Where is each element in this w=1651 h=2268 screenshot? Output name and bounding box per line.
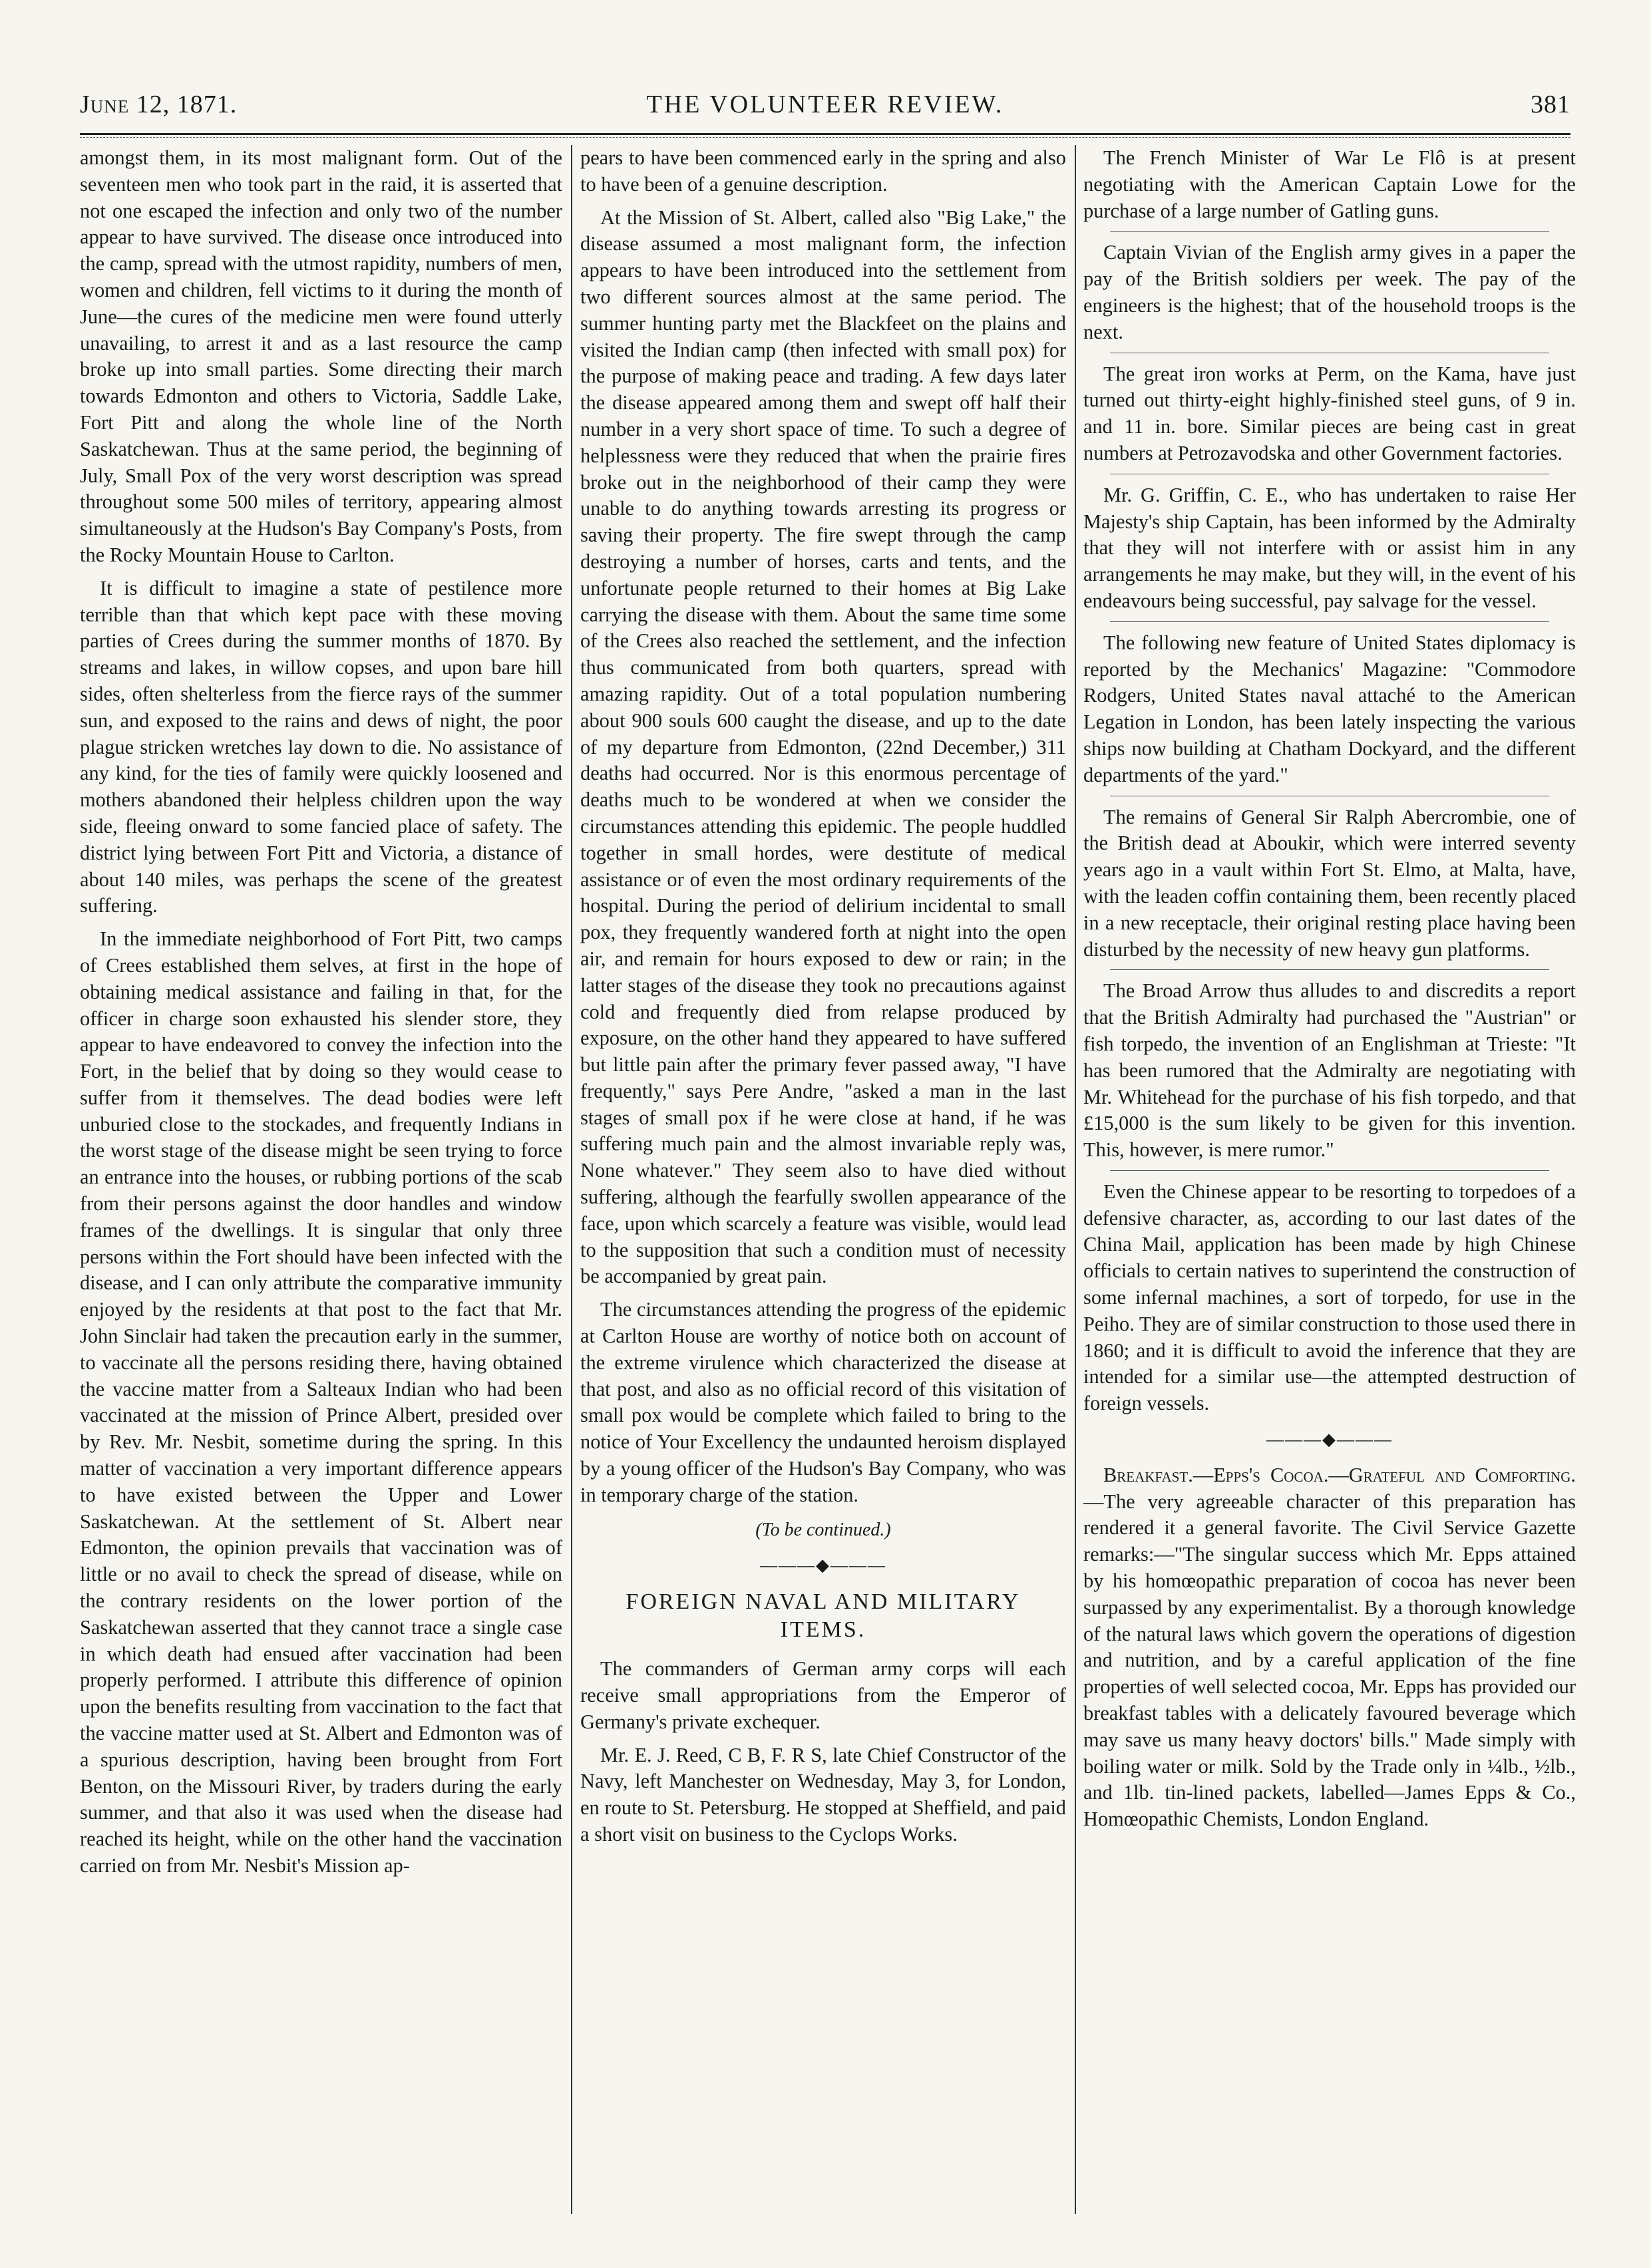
item-rule [1110, 1170, 1549, 1171]
column-divider [571, 145, 572, 2214]
paragraph: pears to have been commenced early in the spring and also to have been of a genuine description. [580, 146, 1066, 196]
news-item: The great iron works at Perm, on the Kama, have just turned out thirty-eight highly-finished steel guns, of 9 in. and 11 in. bore. Similar pieces are being cast in great numbers at Petrozavodska and other Government factories. [1083, 362, 1576, 464]
paragraph: amongst them, in its most malignant form. Out of the seventeen men who took part in the raid, it is asserted that not one escaped the infection and only two of the number appear to have survived. The disease once introduced into the camp, spread with the utmost rapidity, numbers of men, women and children, fell victims to it during the month of June—the cures of the medicine men were found utterly unavailing, to arrest it and as a last resource the camp broke up into small parties. Some directing their march towards Edmonton and others to Victoria, Saddle Lake, Fort Pitt and along the whole line of the North Saskatchewan. Thus at the same period, the beginning of July, Small Pox of the very worst description was spread throughout some 500 miles of territory, appearing almost simultaneously at the Hudson's Bay Company's Posts, from the Rocky Mountain House to Carlton. [80, 146, 562, 566]
header-dashed-rule [80, 137, 1570, 138]
paragraph: Mr. E. J. Reed, C B, F. R S, late Chief Constructor of the Navy, left Manchester on Wednesday, May 3, for London, en route to St. Petersburg. He stopped at Sheffield, and paid a short visit on business to the Cyclops Works. [580, 1743, 1066, 1846]
section-heading: FOREIGN NAVAL AND MILITARY ITEMS. [626, 1589, 1021, 1643]
continued-note: (To be continued.) [755, 1519, 891, 1540]
news-item: The following new feature of United States diplomacy is reported by the Mechanics' Magazine: "Commodore Rodgers, United States naval attaché to the American Legation in London, has been lately inspecting the various ships now building at Chatham Dockyard, and the different departments of the yard." [1083, 631, 1576, 786]
news-item: Mr. G. Griffin, C. E., who has undertaken to raise Her Majesty's ship Captain, has been informed by the Admiralty that they will not interfere with or assist him in any arrangements he may make, but they will, in the event of his endeavours being successful, pay salvage for the vessel. [1083, 483, 1576, 612]
column-3 [1083, 145, 1576, 2214]
advertisement [1083, 1462, 1576, 1833]
advertisement-heading: Breakfast.—Epps's Cocoa.—Grateful and Comforting. [1103, 1463, 1576, 1486]
paragraph: It is difficult to imagine a state of pestilence more terrible than that which kept pace with these moving parties of Crees during the summer months of 1870. By streams and lakes, in willow copses, and upon bare hill sides, often shelterless from the fierce rays of the summer sun, and exposed to the rains and dews of night, the poor plague stricken wretches lay down to die. No assistance of any kind, for the ties of family were quickly loosened and mothers abandoned their helpless children upon the way side, fleeing onward to some fancied place of safety. The district lying between Fort Pitt and Victoria, a distance of about 140 miles, was perhaps the scene of the greatest suffering. [80, 576, 562, 917]
issue-date: June 12, 1871. [80, 90, 238, 118]
paragraph: At the Mission of St. Albert, called also "Big Lake," the disease assumed a most malignant form, the infection appears to have been introduced into the settlement from two different sources almost at the same period. The summer hunting party met the Blackfeet on the plains and visited the Indian camp (then infected with small pox) for the purpose of making peace and trading. A few days later the disease appeared among them and swept off half their number in a very short space of time. To such a degree of helplessness were they reduced that when the prairie fires broke out in the neighborhood of their camp they were unable to do anything towards arresting its progress or saving their property. The fire swept through the camp destroying a number of horses, carts and tents, and the unfortunate people returned to their homes at Big Lake carrying the disease with them. About the same time some of the Crees also reached the settlement, and the infection thus communicated from both quarters, spread with amazing rapidity. Out of a total population numbering about 900 souls 600 caught the disease, and up to the date of my departure from Edmonton, (22nd December,) 311 deaths had occurred. Nor is this enormous percentage of deaths much to be wondered at when we consider the circumstances attending this epidemic. The people huddled together in small hordes, were destitute of medical assistance or of even the most ordinary requirements of the hospital. During the period of delirium incidental to small pox, they frequently wandered forth at night into the open air, and remain for hours exposed to dew or rain; in the latter stages of the disease they took no precautions against cold and frequently died from relapse produced by exposure, on the other hand they appeared to have suffered but little pain after the primary fever passed away, "I have frequently," says Pere Andre, "asked a man in the last stages of small pox if he were close at hand, if he was suffering much pain and the almost invariable reply was, None whatever." They seem also to have died without suffering, although the fearfully swollen appearance of the face, upon which scarcely a feature was visible, would lead to the supposition that such a condition must of necessity be accompanied by great pain. [580, 206, 1066, 1288]
news-item: The remains of General Sir Ralph Abercrombie, one of the British dead at Aboukir, which were interred seventy years ago in a vault within Fort St. Elmo, at Malta, have, with the leaden coffin containing them, been recently placed in a new receptacle, their original resting place having been disturbed by the necessity of new heavy gun platforms. [1083, 805, 1576, 961]
ornament-divider: ———◆——— [1266, 1430, 1393, 1450]
item-rule [1110, 231, 1549, 232]
page-number: 381 [1531, 90, 1570, 118]
column-1 [80, 145, 562, 2214]
ornament-divider: ———◆——— [760, 1555, 886, 1575]
header-rule [80, 133, 1570, 135]
news-item: The Broad Arrow thus alludes to and discredits a report that the British Admiralty had purchased the "Austrian" or fish torpedo, the invention of an Englishman at Trieste: "It has been rumored that the Admiralty are negotiating with Mr. Whitehead for the purchase of his fish torpedo, and that £15,000 is the sum likely to be given for this invention. This, however, is mere rumor." [1083, 979, 1576, 1162]
publication-title: THE VOLUNTEER REVIEW. [646, 90, 1004, 118]
paragraph: The commanders of German army corps will each receive small appropriations from the Emperor of Germany's private exchequer. [580, 1657, 1066, 1733]
column-divider [1075, 145, 1076, 2214]
news-item: Captain Vivian of the English army gives in a paper the pay of the British soldiers per week. The pay of the engineers is the highest; that of the household troops is the next. [1083, 241, 1576, 343]
paragraph: The circumstances attending the progress of the epidemic at Carlton House are worthy of notice both on account of the extreme virulence which characterized the disease at that post, and also as no official record of this visitation of small pox would be complete which failed to bring to the notice of Your Excellency the undaunted heroism displayed by a young officer of the Hudson's Bay Company, who was in temporary charge of the station. [580, 1298, 1066, 1506]
news-item: The French Minister of War Le Flô is at present negotiating with the American Captain Lowe for the purchase of a large number of Gatling guns. [1083, 146, 1576, 222]
item-rule [1110, 969, 1549, 970]
item-rule [1110, 621, 1549, 622]
paragraph: In the immediate neighborhood of Fort Pitt, two camps of Crees established them selves, at first in the hope of obtaining medical assistance and failing in that, for the officer in charge soon exhausted his slender store, they appear to have endeavored to convey the infection into the Fort, in the belief that by doing so they would cease to suffer from it themselves. The dead bodies were left unburied close to the stockades, and frequently Indians in the worst stage of the disease might be seen trying to force an entrance into the houses, or rubbing portions of the scab from their persons against the door handles and window frames of the dwellings. It is singular that only three persons within the Fort should have been infected with the disease, and I can only attribute the comparative immunity enjoyed by the residents at that post to the fact that Mr. John Sinclair had taken the precaution early in the summer, to vaccinate all the persons residing there, having obtained the vaccine matter from a Salteaux Indian who had been vaccinated at the mission of Prince Albert, presided over by Rev. Mr. Nesbit, sometime during the spring. In this matter of vaccination a very important difference appears to have existed between the Upper and Lower Saskatchewan. At the settlement of St. Albert near Edmonton, the opinion prevails that vaccination was of little or no avail to check the spread of disease, while on the contrary residents on the lower portion of the Saskatchewan asserted that they cannot trace a single case in which death had ensued after vaccination had been properly performed. I attribute this difference of opinion upon the benefits resulting from vaccination to the fact that the vaccine matter used at St. Albert and Edmonton was of a spurious description, having been brought from Fort Benton, on the Missouri River, by traders during the early summer, and that also it was used when the disease had reached its height, while on the other hand the vaccination carried on from Mr. Nesbit's Mission ap- [80, 927, 562, 1877]
page-header [80, 90, 1570, 130]
news-item: Even the Chinese appear to be resorting to torpedoes of a defensive character, as, according to our last dates of the China Mail, application has been made by high Chinese officials to certain natives to superintend the construction of some infernal machines, a sort of torpedo, for use in the Peiho. They are of similar construction to those used there in 1860; and it is difficult to avoid the inference that they are intended for a similar use—the attempted destruction of foreign vessels. [1083, 1180, 1576, 1415]
column-2 [580, 145, 1066, 2214]
advertisement-body: —The very agreeable character of this preparation has rendered it a general favorite. The Civil Service Gazette remarks:—"The singular success which Mr. Epps attained by his homœopathic preparation of cocoa has never been surpassed by any experimentalist. By a thorough knowledge of the natural laws which govern the operations of digestion and nutrition, and by a careful application of the fine properties of well selected cocoa, Mr. Epps has provided our breakfast tables with a delicately favoured beverage which may save us many heavy doctors' bills." Made simply with boiling water or milk. Sold by the Trade only in ¼lb., ½lb., and 1lb. tin-lined packets, labelled—James Epps & Co., Homœopathic Chemists, London England. [1083, 1490, 1576, 1831]
